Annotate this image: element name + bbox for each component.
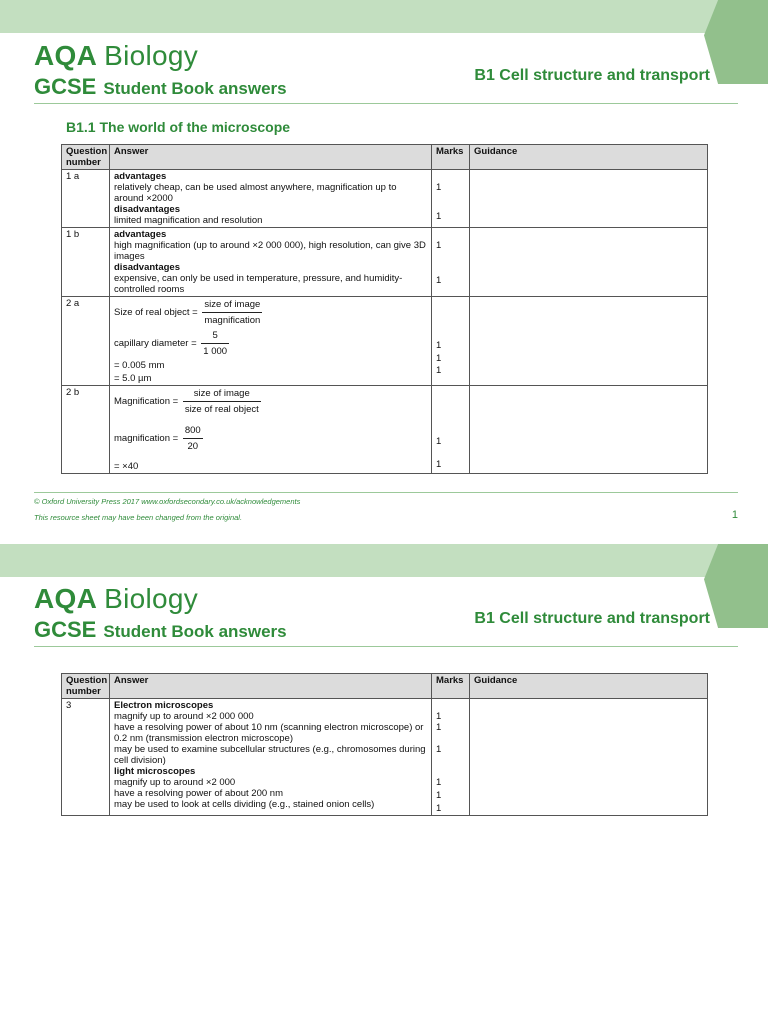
table-row bbox=[62, 699, 708, 816]
fraction-numerator: size of image bbox=[183, 388, 261, 402]
mark-value: 1 bbox=[436, 790, 442, 801]
answer-label: light microscopes bbox=[114, 766, 196, 777]
marks-cell bbox=[432, 170, 470, 228]
mark-value: 1 bbox=[436, 275, 442, 286]
chapter-title: B1 Cell structure and transport bbox=[474, 67, 710, 84]
question-number: 1 a bbox=[62, 170, 110, 228]
answer-cell bbox=[110, 228, 432, 297]
fraction-denominator: 20 bbox=[187, 441, 199, 452]
mark-value: 1 bbox=[436, 365, 442, 376]
brand-sub-title: Student Book answers bbox=[103, 79, 287, 98]
answers-table-page2 bbox=[61, 673, 708, 816]
answer-label: disadvantages bbox=[114, 262, 180, 273]
mark-value: 1 bbox=[436, 211, 442, 222]
marks-cell bbox=[432, 228, 470, 297]
fraction-denominator: size of real object bbox=[184, 404, 259, 415]
answer-text: magnify up to around ×2 000 000 bbox=[114, 711, 254, 722]
answer-text: limited magnification and resolution bbox=[114, 215, 263, 226]
marks-cell bbox=[432, 386, 470, 474]
header-question: Question number bbox=[62, 674, 110, 699]
answer-text: magnify up to around ×2 000 bbox=[114, 777, 236, 788]
fraction bbox=[183, 425, 203, 452]
guidance-cell bbox=[470, 297, 708, 386]
footer-note: This resource sheet may have been changed from the original. bbox=[34, 513, 243, 522]
answer-cell bbox=[110, 170, 432, 228]
marks-cell bbox=[432, 699, 470, 816]
header-guidance: Guidance bbox=[470, 145, 708, 170]
answer-label: disadvantages bbox=[114, 204, 180, 215]
section-title: B1.1 The world of the microscope bbox=[66, 119, 291, 135]
guidance-cell bbox=[470, 699, 708, 816]
table-row bbox=[62, 228, 708, 297]
fraction-denominator: magnification bbox=[204, 315, 261, 326]
mark-value: 1 bbox=[436, 436, 442, 447]
answer-label: Electron microscopes bbox=[114, 700, 214, 711]
answer-text: = ×40 bbox=[114, 461, 139, 472]
header-band bbox=[0, 0, 768, 33]
equation-line bbox=[114, 330, 427, 357]
equation-label: Size of real object = bbox=[114, 307, 198, 319]
mark-value: 1 bbox=[436, 803, 442, 814]
question-number: 3 bbox=[62, 699, 110, 816]
brand-logo bbox=[34, 40, 198, 72]
brand-aqa: AQA bbox=[34, 40, 98, 71]
equation-line bbox=[114, 425, 427, 452]
mark-value: 1 bbox=[436, 711, 442, 722]
answer-text: have a resolving power of about 10 nm (scanning electron microscope) or 0.2 nm (transmission electron microscope) bbox=[114, 722, 424, 744]
table-row bbox=[62, 386, 708, 474]
answer-label: advantages bbox=[114, 171, 167, 182]
equation-line bbox=[114, 388, 427, 415]
answer-cell bbox=[110, 386, 432, 474]
mark-value: 1 bbox=[436, 777, 442, 788]
chapter-title: B1 Cell structure and transport bbox=[474, 610, 710, 627]
mark-value: 1 bbox=[436, 182, 442, 193]
answer-text: expensive, can only be used in temperature, pressure, and humidity-controlled rooms bbox=[114, 273, 403, 295]
mark-value: 1 bbox=[436, 353, 442, 364]
guidance-cell bbox=[470, 170, 708, 228]
mark-value: 1 bbox=[436, 722, 442, 733]
answer-cell bbox=[110, 297, 432, 386]
header-divider bbox=[34, 103, 738, 104]
header-marks: Marks bbox=[432, 674, 470, 699]
answer-text: may be used to look at cells dividing (e.g., stained onion cells) bbox=[114, 799, 375, 810]
marks-cell bbox=[432, 297, 470, 386]
brand-sub-title: Student Book answers bbox=[103, 622, 287, 641]
brand-level: GCSE bbox=[34, 617, 97, 642]
answer-cell bbox=[110, 699, 432, 816]
answers-table-page1 bbox=[61, 144, 708, 474]
answer-text: = 5.0 µm bbox=[114, 373, 152, 384]
equation-line bbox=[114, 299, 427, 326]
header-tab-shape bbox=[704, 0, 768, 84]
header-tab-shape bbox=[704, 544, 768, 628]
page-number: 1 bbox=[731, 509, 738, 521]
mark-value: 1 bbox=[436, 744, 442, 755]
header-divider bbox=[34, 646, 738, 647]
equation-label: Magnification = bbox=[114, 396, 179, 408]
equation-label: magnification = bbox=[114, 433, 179, 445]
footer-divider bbox=[34, 492, 738, 493]
answer-text: = 0.005 mm bbox=[114, 360, 165, 371]
answer-text: have a resolving power of about 200 nm bbox=[114, 788, 283, 799]
answer-text: high magnification (up to around ×2 000 000), high resolution, can give 3D images bbox=[114, 240, 426, 262]
header-guidance: Guidance bbox=[470, 674, 708, 699]
equation-label: capillary diameter = bbox=[114, 338, 197, 350]
fraction-denominator: 1 000 bbox=[203, 346, 228, 357]
table-row bbox=[62, 170, 708, 228]
fraction-numerator: 5 bbox=[201, 330, 229, 344]
table-row bbox=[62, 297, 708, 386]
question-number: 2 a bbox=[62, 297, 110, 386]
header-marks: Marks bbox=[432, 145, 470, 170]
fraction bbox=[202, 299, 262, 326]
table-header-row bbox=[62, 145, 708, 170]
brand-subject: Biology bbox=[104, 583, 199, 614]
mark-value: 1 bbox=[436, 240, 442, 251]
question-number: 1 b bbox=[62, 228, 110, 297]
brand-sub bbox=[34, 74, 287, 100]
footer-copyright: © Oxford University Press 2017 www.oxfordsecondary.co.uk/acknowledgements bbox=[34, 497, 301, 506]
table-header-row bbox=[62, 674, 708, 699]
fraction bbox=[183, 388, 261, 415]
answer-text: relatively cheap, can be used almost anywhere, magnification up to around ×2000 bbox=[114, 182, 397, 204]
guidance-cell bbox=[470, 228, 708, 297]
brand-subject: Biology bbox=[104, 40, 199, 71]
fraction-numerator: 800 bbox=[183, 425, 203, 439]
mark-value: 1 bbox=[436, 340, 442, 351]
fraction-numerator: size of image bbox=[202, 299, 262, 313]
answer-label: advantages bbox=[114, 229, 167, 240]
brand-logo bbox=[34, 583, 198, 615]
mark-value: 1 bbox=[436, 459, 442, 470]
question-number: 2 b bbox=[62, 386, 110, 474]
brand-level: GCSE bbox=[34, 74, 97, 99]
brand-aqa: AQA bbox=[34, 583, 98, 614]
brand-sub bbox=[34, 617, 287, 643]
header-question: Question number bbox=[62, 145, 110, 170]
guidance-cell bbox=[470, 386, 708, 474]
fraction bbox=[201, 330, 229, 357]
answer-text: may be used to examine subcellular structures (e.g., chromosomes during cell division) bbox=[114, 744, 426, 766]
header-answer: Answer bbox=[110, 145, 432, 170]
header-band bbox=[0, 544, 768, 577]
header-answer: Answer bbox=[110, 674, 432, 699]
